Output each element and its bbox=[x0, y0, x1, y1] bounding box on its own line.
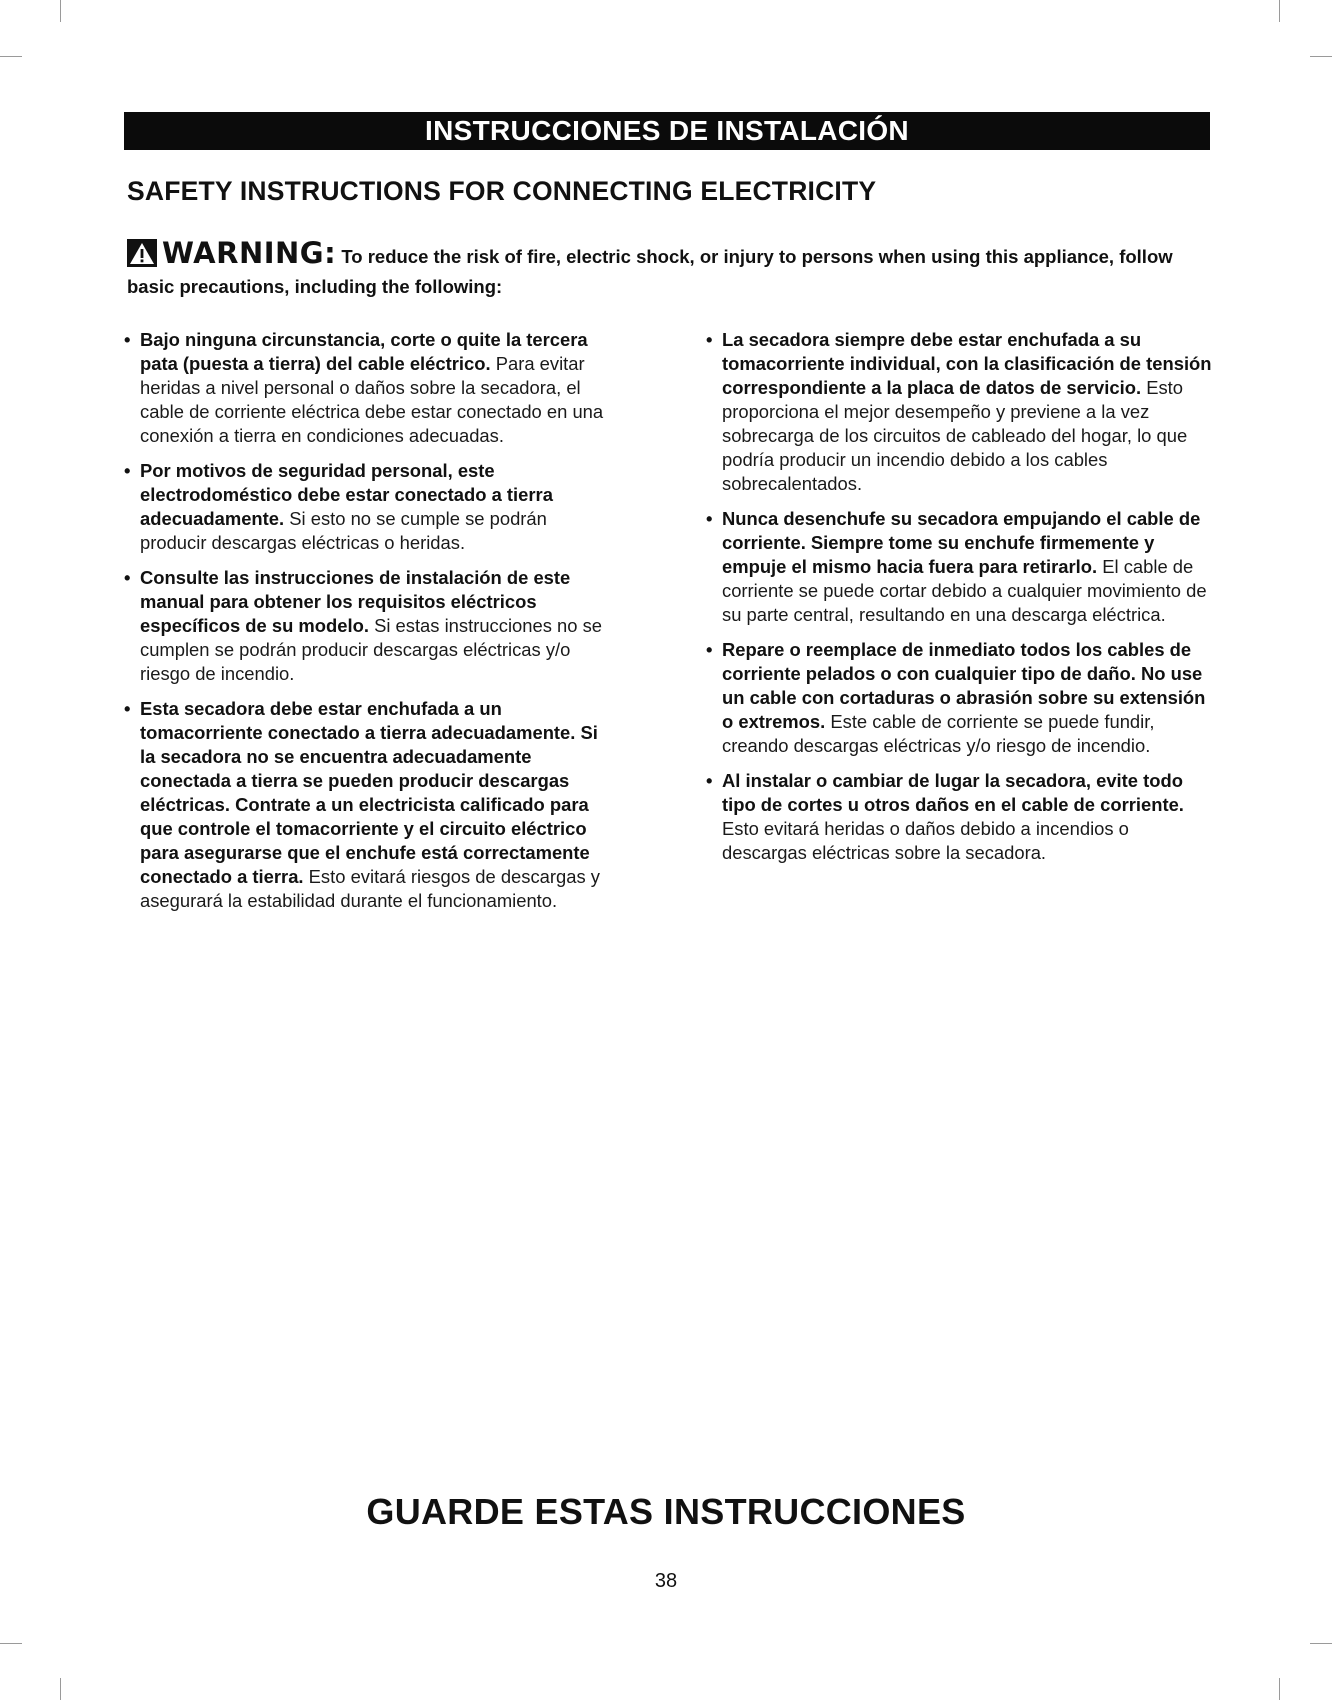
item-text: El cable de corriente se puede cortar debido a cualquier movimiento de su parte central, resultando en una descarga eléctrica. bbox=[722, 556, 1207, 625]
list-item bbox=[124, 459, 614, 555]
footer-title: GUARDE ESTAS INSTRUCCIONES bbox=[366, 1491, 966, 1532]
item-bold-text: Consulte las instrucciones de instalación de este manual para obtener los requisitos eléctricos específicos de su modelo. bbox=[140, 567, 571, 636]
crop-mark bbox=[1310, 1643, 1332, 1644]
bullet: • bbox=[124, 698, 131, 719]
warning-text: To reduce the risk of fire, electric shock, or injury to persons when using this appliance, follow basic precautions, including the following: bbox=[127, 246, 1173, 297]
bullet: • bbox=[124, 567, 131, 588]
item-bold-text: Esta secadora debe estar enchufada a un tomacorriente conectado a tierra adecuadamente. Si la secadora no se encuentra adecuadamente conectada a tierra se pueden producir descargas eléctricas. Contrate a un electricista calificado para que controle el tomacorriente y el circuito eléctrico para asegurarse que el enchufe está correctamente conectado a tierra. bbox=[140, 698, 598, 887]
item-bold-text: Repare o reemplace de inmediato todos los cables de corriente pelados o con cualquier tipo de daño. No use un cable con cortaduras o abrasión sobre su extensión o extremos. bbox=[722, 639, 1206, 732]
page-number: 38 bbox=[654, 1570, 678, 1592]
crop-mark bbox=[0, 1643, 22, 1644]
item-bold-text: Al instalar o cambiar de lugar la secadora, evite todo tipo de cortes u otros daños en el cable de corriente. bbox=[722, 770, 1184, 815]
left-column bbox=[124, 328, 614, 924]
bullet: • bbox=[706, 639, 713, 660]
section-banner: INSTRUCCIONES DE INSTALACIÓN bbox=[124, 112, 1210, 150]
crop-mark bbox=[1279, 1678, 1280, 1700]
crop-mark bbox=[1310, 56, 1332, 57]
list-item bbox=[706, 638, 1216, 758]
list-item bbox=[706, 769, 1216, 865]
item-text: Esto evitará riesgos de descargas y asegurará la estabilidad durante el funcionamiento. bbox=[140, 866, 600, 911]
crop-mark bbox=[0, 56, 22, 57]
item-text: Para evitar heridas a nivel personal o daños sobre la secadora, el cable de corriente eléctrica debe estar conectado en una conexión a tierra en condiciones adecuadas. bbox=[140, 353, 604, 446]
list-item bbox=[124, 328, 614, 448]
page-heading: SAFETY INSTRUCTIONS FOR CONNECTING ELECTRICITY bbox=[127, 176, 877, 206]
bullet: • bbox=[706, 508, 713, 529]
item-bold-text: Por motivos de seguridad personal, este electrodoméstico debe estar conectado a tierra adecuadamente. bbox=[140, 460, 553, 529]
item-text: Esto evitará heridas o daños debido a incendios o descargas eléctricas sobre la secadora. bbox=[722, 818, 1129, 863]
item-bold-text: Bajo ninguna circunstancia, corte o quite la tercera pata (puesta a tierra) del cable eléctrico. bbox=[140, 329, 588, 374]
warning-triangle-icon bbox=[127, 239, 157, 267]
bullet: • bbox=[124, 329, 131, 350]
item-text: Si esto no se cumple se podrán producir descargas eléctricas o heridas. bbox=[140, 508, 547, 553]
crop-mark bbox=[60, 1678, 61, 1700]
list-item bbox=[124, 697, 614, 913]
warning-label: WARNING: bbox=[162, 236, 337, 270]
right-column bbox=[706, 328, 1216, 876]
item-text: Este cable de corriente se puede fundir, creando descargas eléctricas y/o riesgo de incendio. bbox=[722, 711, 1155, 756]
list-item bbox=[124, 566, 614, 686]
bullet: • bbox=[124, 460, 131, 481]
crop-mark bbox=[1279, 0, 1280, 22]
list-item bbox=[706, 507, 1216, 627]
item-bold-text: La secadora siempre debe estar enchufada a su tomacorriente individual, con la clasificación de tensión correspondiente a la placa de datos de servicio. bbox=[722, 329, 1212, 398]
crop-mark bbox=[60, 0, 61, 22]
item-bold-text: Nunca desenchufe su secadora empujando el cable de corriente. Siempre tome su enchufe firmemente y empuje el mismo hacia fuera para retirarlo. bbox=[722, 508, 1201, 577]
item-text: Esto proporciona el mejor desempeño y previene a la vez sobrecarga de los circuitos de cableado del hogar, lo que podría producir un incendio debido a los cables sobrecalentados. bbox=[722, 377, 1188, 494]
bullet: • bbox=[706, 770, 713, 791]
warning-block bbox=[127, 238, 1207, 302]
list-item bbox=[706, 328, 1216, 496]
item-text: Si estas instrucciones no se cumplen se podrán producir descargas eléctricas y/o riesgo de incendio. bbox=[140, 615, 603, 684]
bullet: • bbox=[706, 329, 713, 350]
